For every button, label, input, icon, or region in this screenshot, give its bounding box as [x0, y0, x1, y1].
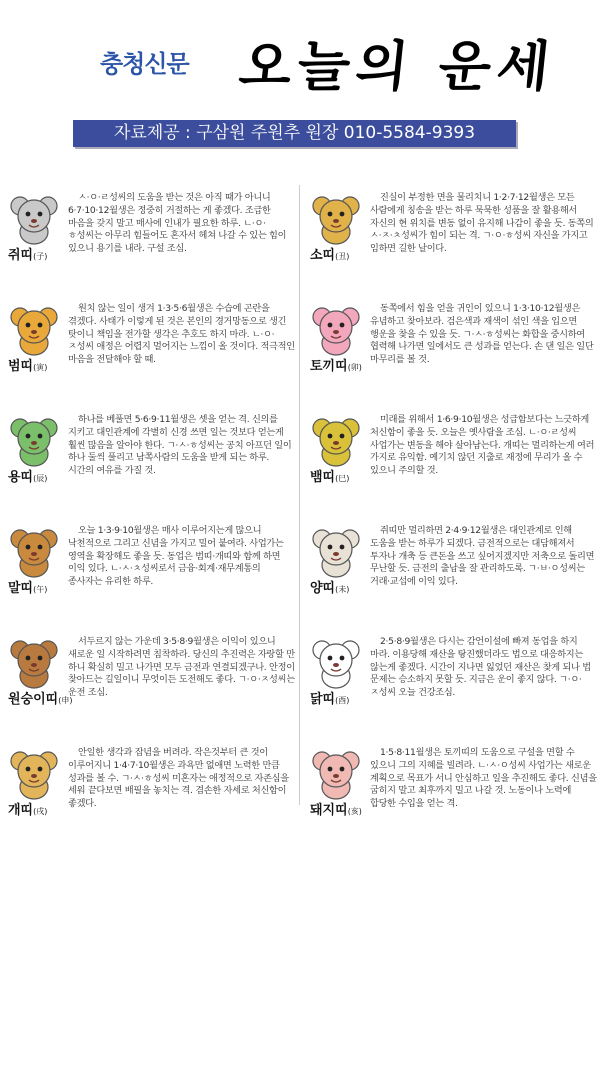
publisher-name: 충청신문	[100, 50, 189, 78]
sign-badge	[4, 515, 64, 615]
fortune-text: 진실이 부정한 면을 물리치니 1·2·7·12월생은 모든 사람에게 칭송을 받는 하루 묵묵한 성품을 잘 활용해서 자신의 현 위치를 변동 없이 유지해 나감이 좋을 듯. 동쪽의 ㅅ·ㅈ·ㅊ성씨가 힘이 되는 격. ㄱ·ㅇ·ㅎ성씨 자신을 가지고 임하면 길한 날이다.	[370, 192, 594, 255]
horoscope-entry	[4, 182, 300, 292]
sign-hanja: (申)	[58, 696, 73, 705]
rabbit-icon	[308, 301, 364, 357]
sign-hanja: (子)	[33, 252, 48, 261]
ox-icon	[308, 190, 364, 246]
sign-name	[8, 355, 47, 374]
fortune-text: 미래를 위해서 1·6·9·10월생은 성급함보다는 느긋하게 처신함이 좋을 듯. 오늘은 옛사람을 조심. ㄴ·ㅇ·ㄹ성씨 사업가는 변동을 해야 살아남는다. 개띠는 멀리하는게 여러 가지로 유익함. 예기치 않던 지출로 재정에 무리가 올 수 있으니 주의할 것.	[370, 414, 595, 477]
sign-hanja: (卯)	[347, 363, 362, 372]
sign-badge	[4, 737, 64, 837]
fortune-text: 서두르지 않는 가운데 3·5·8·9월생은 이익이 있으니 새로운 일 시작하려면 침착하라. 당신의 추진력은 자랑할 만 하니 확실히 밀고 나가면 모두 금전과 연결되겠구나. 안정이 찾아드는 길일이니 무엇이든 도전해도 좋다. ㄱ·ㅇ·ㅈ성씨는 운전 조심.	[68, 636, 295, 699]
sign-hanja: (戌)	[33, 807, 48, 816]
horoscope-entry	[4, 626, 300, 736]
sign-name	[8, 688, 72, 707]
fortune-text: 2·5·8·9월생은 다시는 감언이설에 빠져 동업을 하지 마라. 이용당해 재산을 탕진했더라도 법으로 대응하지는 않는게 좋겠다. 시간이 지나면 잃었던 재산은 찾게 되나 법 문제는 승소하지 못할 듯. 지금은 운이 좋지 않다. ㄱ·ㅇ·ㅈ성씨 오늘 건강조심.	[370, 636, 591, 699]
sign-badge	[4, 182, 64, 282]
sign-badge	[306, 737, 366, 837]
fortune-text: 원치 않는 일이 생겨 1·3·5·6월생은 수습에 곤란을 겪겠다. 사태가 이렇게 된 것은 본인의 경거망동으로 생긴 탓이니 책임을 전가할 생각은 추호도 하지 마라. ㄴ·ㅇ·ㅈ성씨 애정은 어렵지 멀어지는 느낌이 올 것이다. 적극적인 마음을 전달해야 할 때.	[68, 303, 295, 366]
sign-name	[310, 466, 349, 485]
pig-icon	[308, 745, 364, 801]
sign-name-text: 개띠	[8, 803, 34, 818]
dragon-icon	[6, 412, 62, 468]
sign-hanja: (丑)	[335, 252, 350, 261]
sign-name-text: 원숭이띠	[8, 692, 59, 707]
sheep-icon	[308, 523, 364, 579]
sign-name-text: 용띠	[8, 470, 34, 485]
sign-name-text: 뱀띠	[310, 470, 336, 485]
sign-name	[310, 688, 349, 707]
sign-name	[310, 244, 349, 263]
horoscope-entry	[306, 404, 600, 514]
sign-badge	[306, 404, 366, 504]
horoscope-entry	[4, 404, 300, 514]
sign-name-text: 소띠	[310, 248, 336, 263]
sign-hanja: (辰)	[33, 474, 48, 483]
fortune-text: 쥐띠만 멀리하면 2·4·9·12월생은 대인관계로 인해 도움을 받는 하루가 되겠다. 금전적으로는 대담해져서 투자나 개축 등 큰돈을 쓰고 싶어지겠지만 저축으로 돌리면 무난할 듯. 금전의 출납을 잘 관리하도록. ㄱ·ㅂ·ㅇ성씨는 거래·교섭에 이익 있다.	[370, 525, 595, 588]
sign-name-text: 돼지띠	[310, 803, 348, 818]
horoscope-entry	[4, 515, 300, 625]
sign-badge	[306, 626, 366, 726]
sign-name-text: 닭띠	[310, 692, 336, 707]
sign-name-text: 쥐띠	[8, 248, 34, 263]
horoscope-entry	[306, 626, 600, 736]
source-banner: 자료제공 : 구삼원 주원추 원장 010-5584-9393	[73, 120, 516, 147]
horse-icon	[6, 523, 62, 579]
sign-name	[310, 577, 349, 596]
monkey-icon	[6, 634, 62, 690]
horoscope-entry	[4, 737, 300, 847]
sign-badge	[306, 293, 366, 393]
fortune-text: 안일한 생각과 잡념을 버려라. 작은것부터 큰 것이 이루어지니 1·4·7·10월생은 과욕만 없애면 노력한 만큼 성과를 볼 수. ㄱ·ㅅ·ㅎ성씨 미혼자는 애정적으로 자존심을 세워 끝다보면 배필을 놓치는 격. 겸손한 자세로 처신함이 좋겠다.	[68, 747, 289, 810]
sign-name-text: 말띠	[8, 581, 34, 596]
sign-name-text: 토끼띠	[310, 359, 348, 374]
sign-badge	[306, 182, 366, 282]
sign-badge	[4, 293, 64, 393]
sign-badge	[4, 404, 64, 504]
horoscope-entry	[306, 182, 600, 292]
sign-hanja: (巳)	[335, 474, 350, 483]
sign-name	[8, 466, 47, 485]
horoscope-entry	[4, 293, 300, 403]
sign-hanja: (亥)	[347, 807, 362, 816]
horoscope-entry	[306, 293, 600, 403]
tiger-icon	[6, 301, 62, 357]
page-title: 오늘의 운세	[236, 34, 559, 98]
fortune-text: 1·5·8·11월생은 토끼띠의 도움으로 구설을 면할 수 있으니 그의 지혜를 빌려라. ㄴ·ㅅ·ㅇ성씨 사업가는 새로운 계획으로 목표가 서니 안심하고 일을 추진해도 좋다. 신념을 굽히지 말고 최후까지 밀고 나갈 것. 노동이나 노력에 합당한 수입을 얻는 격.	[370, 747, 597, 810]
fortune-text: 오늘 1·3·9·10월생은 매사 이루어지는게 많으니 낙천적으로 그리고 신념을 가지고 밀어 붙여라. 사업가는 영역을 확장해도 좋을 듯. 동업은 범띠·개띠와 함께 하면 이익 있다. ㄴ·ㅅ·ㅊ성씨로서 금융·회계·재무계통의 종사자는 유리한 하루.	[68, 525, 284, 588]
sign-hanja: (寅)	[33, 363, 48, 372]
sign-name-text: 양띠	[310, 581, 336, 596]
sign-hanja: (未)	[335, 585, 350, 594]
horoscope-entry	[306, 515, 600, 625]
sign-name	[8, 244, 47, 263]
sign-name	[8, 799, 47, 818]
masthead	[0, 0, 600, 143]
horoscope-entry	[306, 737, 600, 847]
sign-name	[8, 577, 47, 596]
sign-name	[310, 355, 362, 374]
sign-badge	[306, 515, 366, 615]
fortune-text: 하나를 베풀면 5·6·9·11월생은 셋을 얻는 격. 신의를 지키고 대인관계에 각별히 신경 쓰면 일는 것보다 얻는게 훨씬 많음을 알아야 한다. ㄱ·ㅅ·ㅎ성씨는 공치 아프던 일이 하나 둘씩 풀리고 남쪽사람의 도움을 받게 되는 하루. 시간의 여유를 가질 것.	[68, 414, 292, 477]
sign-name	[310, 799, 362, 818]
dog-icon	[6, 745, 62, 801]
snake-icon	[308, 412, 364, 468]
sign-hanja: (酉)	[335, 696, 350, 705]
sign-badge	[4, 626, 73, 726]
fortune-text: ㅅ·ㅇ·ㄹ성씨의 도움을 받는 것은 아직 때가 아니니 6·7·10·12월생은 정중히 거절하는 게 좋겠다. 조급한 마음을 갖지 말고 매사에 인내가 필요한 하루. ㄴ·ㅇ·ㅎ성씨는 아무리 힘들어도 혼자서 헤쳐 나갈 수 있는 힘이 있으니 용기를 내라. 구설 조심.	[68, 192, 287, 255]
sign-name-text: 범띠	[8, 359, 34, 374]
sign-hanja: (午)	[33, 585, 48, 594]
fortune-text: 동쪽에서 힘을 얻을 귀인이 있으니 1·3·10·12월생은 유념하고 찾아보라. 검은색과 재색이 섞인 색을 입으면 행운을 찾을 수 있을 듯. ㄱ·ㅅ·ㅎ성씨는 화합을 중시하여 협력해 나가면 일에서도 큰 성과를 얻는다. 손 댄 일은 일단 마무리를 볼 것.	[370, 303, 594, 366]
rooster-icon	[308, 634, 364, 690]
rat-icon	[6, 190, 62, 246]
